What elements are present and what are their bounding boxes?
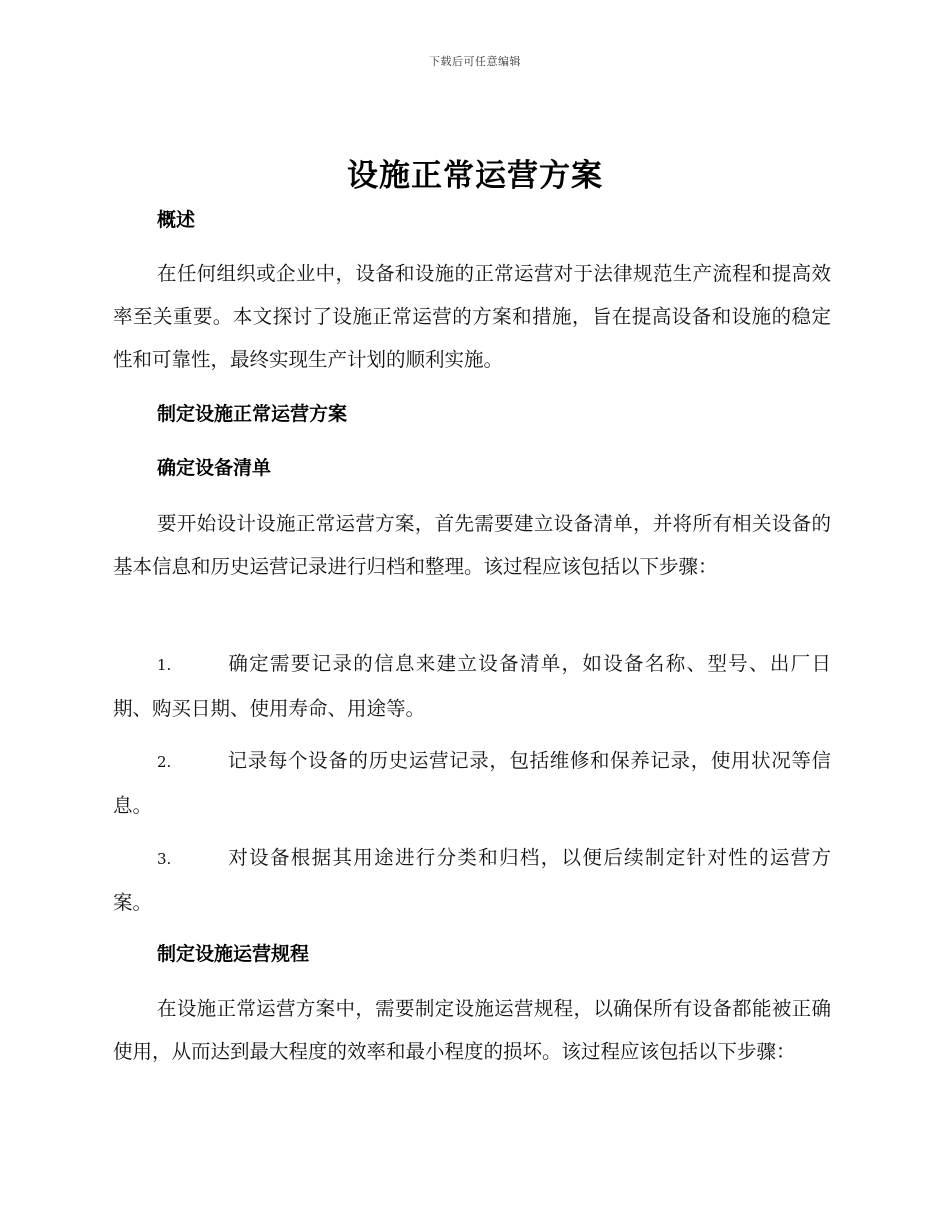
heading-overview: 概述 bbox=[157, 209, 196, 231]
document-title: 设施正常运营方案 bbox=[347, 158, 603, 194]
header-note: 下载后可任意编辑 bbox=[429, 55, 521, 68]
paragraph-rules: 在设施正常运营方案中，需要制定设施运营规程，以确保所有设备都能被正确使用，从而达到最大程度的效率和最小程度的损坏。该过程应该包括以下步骤： bbox=[113, 997, 831, 1063]
heading-plan: 制定设施正常运营方案 bbox=[157, 403, 348, 425]
list-item-text: 确定需要记录的信息来建立设备清单，如设备名称、型号、出厂日期、购买日期、使用寿命、用途等。 bbox=[113, 652, 831, 720]
list-item bbox=[113, 739, 831, 827]
list-item-text: 记录每个设备的历史运营记录，包括维修和保养记录，使用状况等信息。 bbox=[113, 749, 831, 817]
paragraph-overview: 在任何组织或企业中，设备和设施的正常运营对于法律规范生产流程和提高效率至关重要。本文探讨了设施正常运营的方案和措施，旨在提高设备和设施的稳定性和可靠性，最终实现生产计划的顺利实施。 bbox=[113, 262, 831, 371]
list-item-text: 对设备根据其用途进行分类和归档，以便后续制定针对性的运营方案。 bbox=[113, 846, 831, 914]
list-item bbox=[113, 836, 831, 924]
list-item-number: 1. bbox=[157, 656, 172, 674]
heading-inventory: 确定设备清单 bbox=[157, 457, 272, 479]
heading-rules: 制定设施运营规程 bbox=[157, 943, 310, 965]
list-item-number: 2. bbox=[157, 753, 172, 771]
list-item-number: 3. bbox=[157, 850, 172, 868]
paragraph-inventory: 要开始设计设施正常运营方案，首先需要建立设备清单，并将所有相关设备的基本信息和历史运营记录进行归档和整理。该过程应该包括以下步骤： bbox=[113, 512, 831, 578]
list-item bbox=[113, 642, 831, 730]
